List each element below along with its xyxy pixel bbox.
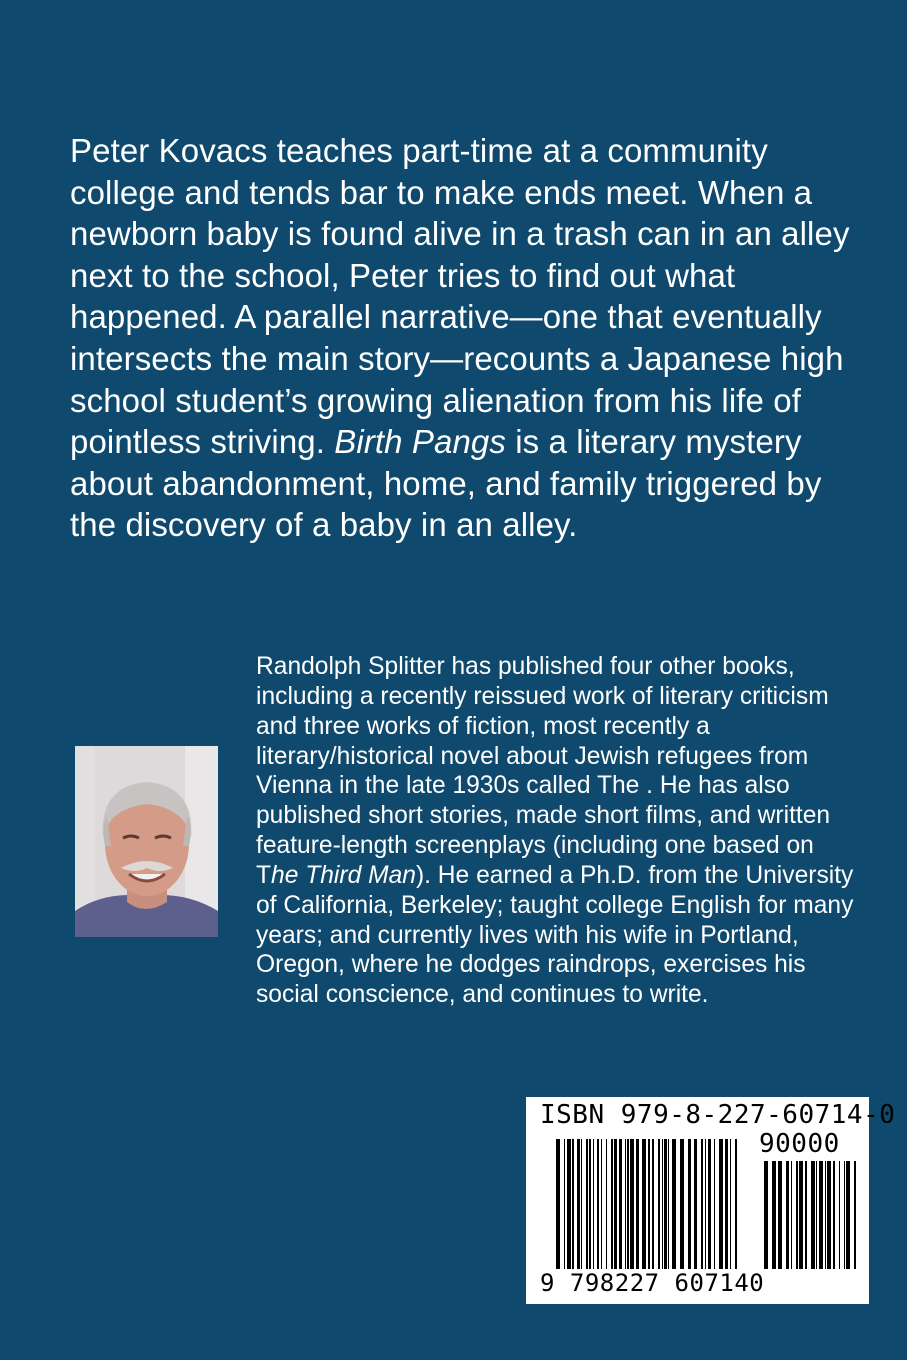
barcode-bar xyxy=(564,1139,565,1269)
barcode-bar xyxy=(805,1161,807,1269)
barcode-bar xyxy=(581,1139,582,1269)
barcode-bar xyxy=(730,1139,731,1269)
ean-digits: 9 798227 607140 xyxy=(540,1269,765,1297)
book-title: Birth Pangs xyxy=(334,423,506,461)
barcode-bar xyxy=(567,1139,571,1269)
author-photo xyxy=(75,746,218,937)
barcode-bar xyxy=(854,1161,856,1269)
barcode-bar xyxy=(791,1161,792,1269)
barcode-bar xyxy=(708,1139,711,1269)
bio-film-title: he Third Man xyxy=(271,861,416,889)
barcode-bar xyxy=(735,1139,737,1269)
barcode-bar xyxy=(764,1161,768,1269)
barcode-bar xyxy=(725,1139,728,1269)
barcode-bar xyxy=(811,1161,815,1269)
barcode-bar xyxy=(577,1139,580,1269)
barcode-bar xyxy=(664,1139,667,1269)
barcode-bar xyxy=(601,1139,602,1269)
barcode-bar xyxy=(844,1161,845,1269)
barcode-bar xyxy=(593,1139,594,1269)
barcode-bar xyxy=(786,1161,789,1269)
barcode-bar xyxy=(662,1139,663,1269)
blurb-text-part1: Peter Kovacs teaches part-time at a community college and tends bar to make ends meet. When a newborn baby is found alive in a trash can in an alley next to the school, Peter tries to find out what happened. A parallel narrative—one that eventually intersects the main story—recounts a Japanese high school student’s growing alienation from his life of pointless striving. xyxy=(70,132,850,461)
barcode-bar xyxy=(719,1139,723,1269)
barcode-bar xyxy=(827,1161,831,1269)
barcode-bar xyxy=(688,1139,691,1269)
barcode-bar xyxy=(589,1139,591,1269)
barcode-bar xyxy=(625,1139,626,1269)
barcode-bar xyxy=(839,1161,840,1269)
book-blurb xyxy=(70,130,860,546)
barcode-bar xyxy=(799,1161,803,1269)
barcode-bar xyxy=(846,1161,850,1269)
barcode-bar xyxy=(701,1139,703,1269)
barcode-bar xyxy=(572,1139,574,1269)
barcode-bar xyxy=(630,1139,634,1269)
barcode-bar xyxy=(680,1139,684,1269)
isbn-barcode xyxy=(526,1097,896,1304)
barcode-bar xyxy=(586,1139,588,1269)
barcode-bar xyxy=(614,1139,617,1269)
barcode-bar xyxy=(796,1161,798,1269)
barcode-bar xyxy=(619,1139,622,1269)
price-code: 90000 xyxy=(759,1129,840,1159)
barcode-bar xyxy=(606,1139,607,1269)
barcode-bar xyxy=(819,1161,823,1269)
barcode-bar xyxy=(627,1139,629,1269)
barcode-bar xyxy=(597,1139,599,1269)
author-bio xyxy=(256,652,856,1010)
barcode-bar xyxy=(636,1139,639,1269)
barcode-bar xyxy=(611,1139,613,1269)
barcode-bar xyxy=(672,1139,676,1269)
barcode-bar xyxy=(648,1139,650,1269)
barcode-bar xyxy=(556,1139,560,1269)
barcode-bar xyxy=(714,1139,715,1269)
author-portrait-image xyxy=(75,746,218,937)
barcode-bar xyxy=(668,1139,669,1269)
barcode-bar xyxy=(705,1139,706,1269)
bio-text-part2: ). He earned a Ph.D. from the University of California, Berkeley; taught college English for many years; and currently lives with his wife in Portland, Oregon, where he dodges raindrops, exercises his social conscience, and continues to write. xyxy=(256,861,854,1009)
barcode-bar xyxy=(825,1161,826,1269)
barcode-bar xyxy=(694,1139,697,1269)
barcode-bar xyxy=(658,1139,660,1269)
barcode-bar xyxy=(642,1139,646,1269)
barcode-bar xyxy=(778,1161,782,1269)
isbn-label: ISBN 979-8-227-60714-0 xyxy=(540,1100,896,1130)
blurb-text-part2: is a literary mystery about abandonment, home, and family triggered by the discovery of a baby in an alley. xyxy=(70,423,822,544)
barcode-bar xyxy=(833,1161,835,1269)
barcode-bar xyxy=(816,1161,817,1269)
bio-text-part1: Randolph Splitter has published four other books, including a recently reissued work of literary criticism and three works of fiction, most recently a literary/historical novel about Jewish refugees from Vienna in the late 1930s called The . He has also published short stories, made short films, and written feature-length screenplays (including one based on T xyxy=(256,653,831,889)
barcode-bar xyxy=(772,1161,776,1269)
barcode-bar xyxy=(652,1139,654,1269)
